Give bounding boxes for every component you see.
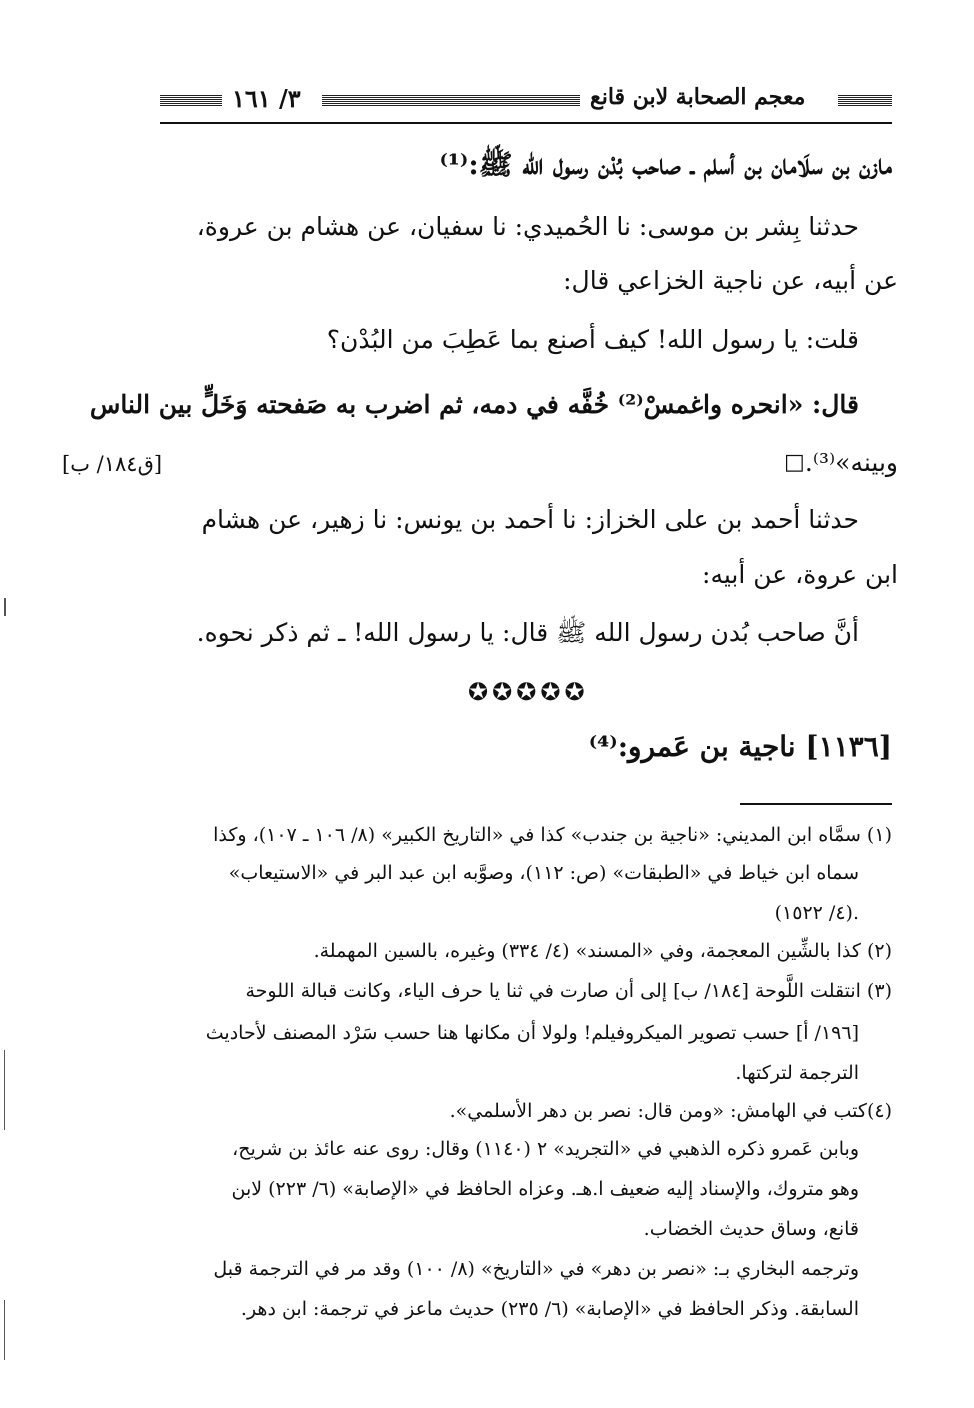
body-line: عن أبيه، عن ناجية الخزاعي قال: <box>563 266 898 295</box>
entry-title: مازن بن سلَامان بن أسلم ـ صاحب بُدْن رسول الله ﷺ:⁽¹⁾ <box>439 148 892 181</box>
entry-title: [١١٣٦] ناجية بن عَمرو:⁽⁴⁾ <box>588 730 892 763</box>
body-line: ابن عروة، عن أبيه: <box>702 560 898 589</box>
section-separator: ✪✪✪✪✪ <box>468 678 589 706</box>
manuscript-marker: [ق١٨٤/ ب] <box>62 452 163 476</box>
footnote-line: السابقة. وذكر الحافظ في «الإصابة» (٦/ ٢٣٥) حديث ماعز في ترجمة: ابن دهر. <box>240 1298 859 1320</box>
footnote-line: (٣) انتقلت اللَّوحة [١٨٤/ ب] إلى أن صارت في ثنا يا حرف الياء، وكانت قبالة اللوحة <box>245 980 892 1002</box>
body-line: وبينه»⁽³⁾. <box>804 448 898 477</box>
body-line: حدثنا أحمد بن على الخزاز: نا أحمد بن يونس: نا زهير، عن هشام <box>201 505 859 534</box>
footnote-line: [١٩٦/ أ] حسب تصوير الميكروفيلم! ولولا أن مكانها هنا حسب سَرْد المصنف لأحاديث <box>205 1022 859 1044</box>
footnote-line: (٤/ ١٥٢٢). <box>774 902 859 924</box>
header-rule-left <box>160 94 222 106</box>
margin-mark <box>4 598 6 616</box>
body-line: قال: «انحره واغمسْ⁽²⁾ خُفَّه في دمه، ثم اضرب به صَفحته وَخَلٍّ بين الناس <box>89 390 859 419</box>
margin-mark <box>4 1300 5 1360</box>
footnote-line: (٢) كذا بالشِّين المعجمة، وفي «المسند» (٤/ ٣٣٤) وغيره، بالسين المهملة. <box>313 940 892 962</box>
footnote-line: الترجمة لتركتها. <box>735 1062 859 1084</box>
page-number: ٣/ ١٦١ <box>232 84 301 113</box>
footnote-line: وهو متروك، والإسناد إليه ضعيف ا.هـ. وعزاه الحافظ في «الإصابة» (٦/ ٢٢٣) لابن <box>231 1178 859 1200</box>
footnote-line: سماه ابن خياط في «الطبقات» (ص: ١١٢)، وصوَّبه ابن عبد البر في «الاستيعاب» <box>228 862 859 884</box>
body-line: قلت: يا رسول الله! كيف أصنع بما عَطِبَ من البُدْن؟ <box>326 325 859 354</box>
end-mark: □ <box>784 450 805 475</box>
footnote-line: (١) سمَّاه ابن المديني: «ناجية بن جندب» كذا في «التاريخ الكبير» (٨/ ١٠٦ ـ ١٠٧)، وكذا <box>213 824 892 846</box>
header-underline <box>160 122 892 124</box>
book-title: معجم الصحابة لابن قانع <box>590 84 806 110</box>
header-rule-middle <box>322 94 580 106</box>
header-rule-right <box>838 94 892 106</box>
footnote-line: قانع، وساق حديث الخضاب. <box>643 1218 859 1240</box>
footnote-rule <box>740 803 892 805</box>
body-line: أنَّ صاحب بُدن رسول الله ﷺ قال: يا رسول الله! ـ ثم ذكر نحوه. <box>196 618 859 647</box>
footnote-line: وبابن عَمرو ذكره الذهبي في «التجريد» ٢ (١١٤٠) وقال: روى عنه عائذ بن شريح، <box>232 1138 859 1160</box>
margin-mark <box>4 1050 5 1130</box>
body-line: حدثنا بِشر بن موسى: نا الحُميدي: نا سفيان، عن هشام بن عروة، <box>196 212 859 241</box>
footnote-line: (٤)كتب في الهامش: «ومن قال: نصر بن دهر الأسلمي». <box>449 1100 892 1122</box>
footnote-line: وترجمه البخاري بـ: «نصر بن دهر» في «التاريخ» (٨/ ١٠٠) وقد مر في الترجمة قبل <box>213 1258 859 1280</box>
